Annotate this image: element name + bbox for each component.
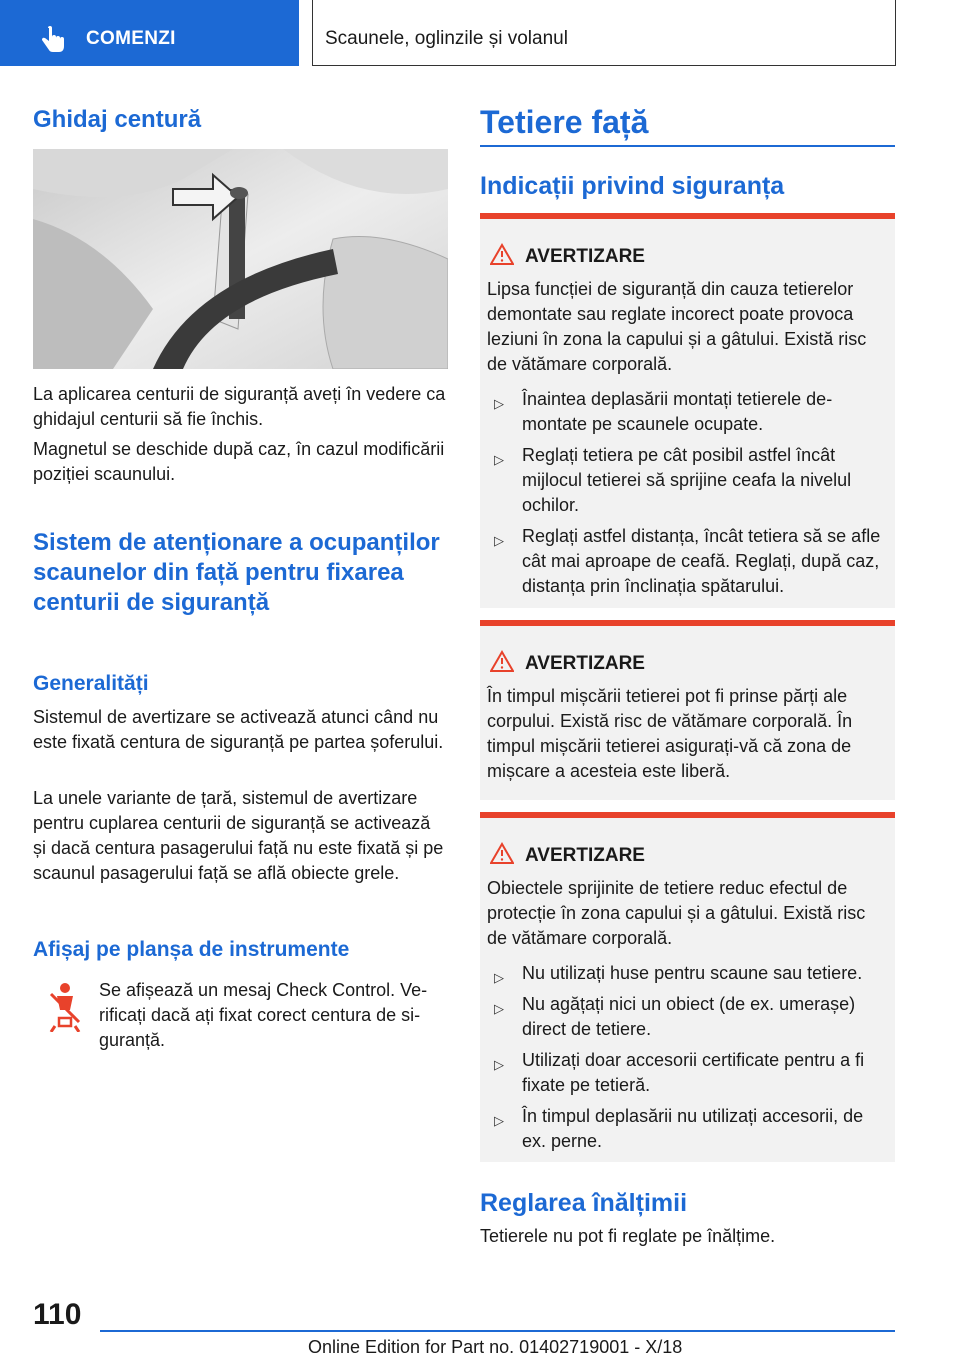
belt-paragraph-1: La aplicarea centurii de siguranță aveți în vedere ca ghidajul centurii să fie închis. — [33, 384, 446, 429]
warning-title-3: AVERTIZARE — [525, 845, 645, 866]
bullet-triangle-icon: ▷ — [494, 1057, 504, 1072]
edition-footer: Online Edition for Part no. 01402719001 - X/18 — [308, 1337, 683, 1357]
chapter-title: Scaunele, oglinzile și volanul — [325, 28, 568, 49]
bullet-triangle-icon: ▷ — [494, 970, 504, 985]
page-header — [0, 0, 960, 66]
subheading-display: Afișaj pe planșa de instrumente — [33, 938, 350, 961]
hand-pointer-icon — [40, 26, 66, 54]
subheading-height: Reglarea înălțimii — [480, 1189, 688, 1217]
height-paragraph: Tetierele nu pot fi reglate pe înălțime. — [480, 1226, 776, 1246]
chapter-title-box — [312, 0, 896, 66]
belt-paragraph-2: Magnetul se deschide după caz, în cazul modificării poziției scaunului. — [33, 439, 445, 484]
warning-body-2: În timpul mișcării tetierei pot fi prinse părți ale corpului. Există risc de vătămare corporală. În timpul mișcării tetierei asigurați-vă că zona de mișcare a acesteia este liberă. — [487, 686, 853, 781]
bullet-triangle-icon: ▷ — [494, 396, 504, 411]
page-number: 110 — [33, 1298, 82, 1331]
subheading-safety: Indicații privind siguranța — [480, 172, 785, 200]
warning-box-2 — [480, 620, 895, 800]
general-paragraph-2: La unele variante de țară, sistemul de avertizare pentru cuplarea centurii de siguranță se activează și dacă centura pasagerului față nu este fixată și pe scaunul pasagerului față se află obiecte grele. — [33, 788, 444, 883]
bullet-triangle-icon: ▷ — [494, 452, 504, 467]
subheading-general: Generalități — [33, 672, 149, 695]
warning-box-1: AVERTIZARE Lipsa funcției de siguranță din cauza tetierelor demontate sau reglate incorect poate provoca leziuni în zona la capului și a gâtului. Există risc de vătămare corporală. ▷ Înaintea deplasării montați tetierele demontate pe scaunele ocupate. ▷ Reglați tetiera pe cât posibil astfel încât mijlocul tetierei să sprijine ceafa la nivelul ochilor. ▷ Reglați astfel distanța, încât tetiera să se afle cât mai aproape de ceafă. Reglați, după caz, distanța prin înclinația spătarului. — [480, 213, 895, 608]
warning-body-3: Obiectele sprijinite de tetiere reduc efectul de protecție în zona capului și a gâtului. Există risc de vătămare corporală. — [487, 878, 866, 948]
bullet-triangle-icon: ▷ — [494, 533, 504, 548]
display-paragraph: Se afișează un mesaj Check Control. Verificați dacă ați fixat corect centura de siguranță. — [99, 980, 428, 1050]
bullet-triangle-icon: ▷ — [494, 1001, 504, 1016]
general-paragraph-1: Sistemul de avertizare se activează atunci când nu este fixată centura de siguranță pe partea șoferului. — [33, 707, 444, 752]
warning-title-1: AVERTIZARE — [525, 246, 645, 267]
warning-triangle-icon — [490, 243, 514, 265]
seatbelt-warning-icon — [45, 982, 85, 1032]
warning-triangle-icon — [490, 650, 514, 672]
warning-body-1: Lipsa funcției de siguranță din cauza tetierelor demontate sau reglate incorect poate provoca leziuni în zona la capului și a gâtului. Există risc de vătămare corporală. — [487, 279, 867, 374]
warning-box-3: AVERTIZARE Obiectele sprijinite de tetiere reduc efectul de protecție în zona capului și a gâtului. Există risc de vătămare corporală. ▷ Nu utilizați huse pentru scaune sau tetiere. ▷ Nu agățați nici un obiect (de ex. umerașe) direct de tetiere. ▷ Utilizați doar accesorii certificate pentru a fi fixate pe tetieră. ▷ În timpul deplasării nu utilizați accesorii, de ex. perne. — [480, 812, 895, 1162]
footer-divider — [100, 1330, 895, 1332]
belt-guide-illustration — [33, 149, 448, 369]
heading-divider — [480, 145, 895, 147]
warning-triangle-icon — [490, 842, 514, 864]
heading-belt-guide: Ghidaj centură — [33, 106, 202, 133]
chapter-tab-label: COMENZI — [86, 28, 176, 49]
heading-warning-system: Sistem de atenționare a ocupanților scaunelor din față pentru fixarea centurii de siguranță — [33, 529, 440, 616]
heading-headrest: Tetiere față — [480, 104, 649, 140]
warning-title-2: AVERTIZARE — [525, 653, 645, 674]
bullet-triangle-icon: ▷ — [494, 1113, 504, 1128]
chapter-tab-controls[interactable] — [0, 0, 299, 66]
